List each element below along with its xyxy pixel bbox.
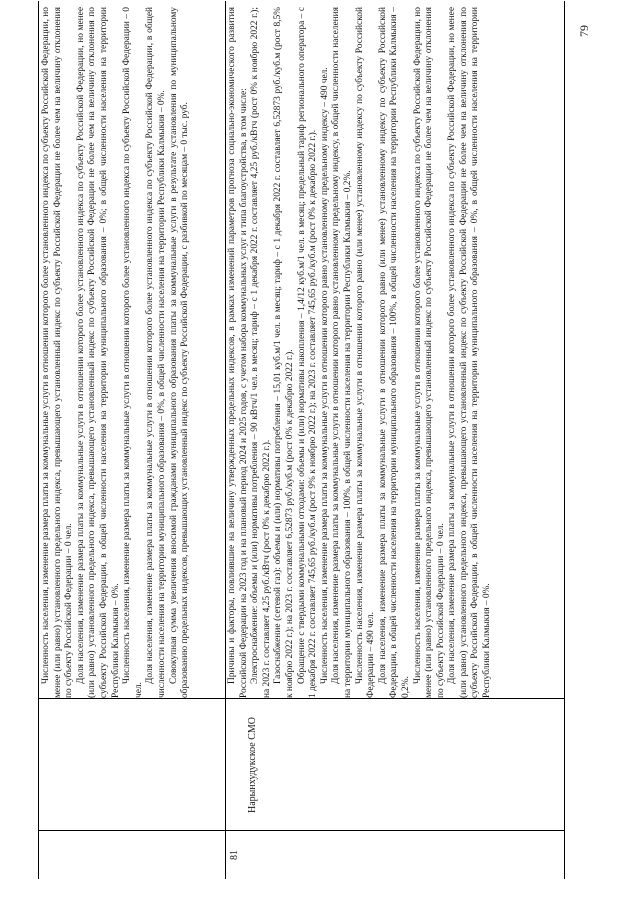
paragraph: Доля населения, изменение размера платы за коммунальные услуги в отношении которого более установленного индекса по субъекту Российской Федерации, в общей численности населения на территории муниципального образования – 0%, в общей численности населения на территории Республики Калмыкия – 0%.: [145, 7, 167, 698]
row-number: 81: [229, 850, 240, 860]
paragraph: Численность населения, изменение размера платы за коммунальные услуги в отношении которого более установленного индекса по субъекту Российской Федерации – 0 чел.: [122, 7, 144, 698]
column-divider: [39, 698, 225, 699]
paragraph: Доля населения, изменение размера платы за коммунальные услуги в отношении которого равно (или менее) установленному индексу по субъекту Российской Федерации, в общей численности населения на территории муниципального образования – 100%, в общей численности населения на территории Республики Калмыкия – 0,2%.: [377, 7, 411, 698]
paragraph: Численность населения, изменение размера платы за коммунальные услуги в отношении которого равно установленному предельному индексу – 490 чел.: [319, 67, 330, 684]
municipality-cell: [225, 700, 564, 830]
paragraph: Причины и факторы, повлиявшие на величину утвержденных предельных индексов, в рамках изменений параметров прогноза социально-экономического развития Российской Федерации на 2023 год и на плановый период 2024 и 2025 годов, с учетом набора коммунальных услуг и типа благоустройства, в том числе:: [227, 7, 249, 698]
row-number-cell: [39, 831, 225, 879]
paragraph: Доля населения, изменение размера платы за коммунальные услуги в отношении которого более установленного индекса по субъекту Российской Федерации, но менее (или равно) установленного предельного индекса, превышающего установленный индекс по субъекту Российской Федерации не более чем на величину отклонения по субъекту Российской Федерации, в общей численности населения на территории муниципального образования – 0%; в общей численности населения на территории Республики Калмыкия – 0%.: [75, 7, 121, 698]
table: [38, 1, 564, 879]
page-number: 79: [577, 25, 591, 37]
paragraph: Обращение с твердыми коммунальными отходами: объемы и (или) нормативы накопления – 1,4/12 куб.м/1 чел. в месяц; предельный тариф регионального оператора – с 1 декабря 2022 г. составляет 745,65 руб./куб.м (рост 9% к ноябрю 2022 г.); на 2023 г. составляет 745,65 руб./куб.м (рост 0% к декабрю 2022 г.).: [296, 7, 319, 698]
column-divider: [225, 698, 564, 699]
paragraph: Численность населения, изменение размера платы за коммунальные услуги в отношении которого более установленного индекса по субъекту Российской Федерации, но менее (или равно) установленного предельного индекса, превышающего установленный индекс по субъекту Российской Федерации не более чем на величину отклонения по субъекту Российской Федерации – 0 чел.: [412, 7, 446, 698]
table-row: [225, 1, 565, 879]
description-cell: [227, 7, 562, 698]
municipality-name: Нарынхудукское СМО: [247, 716, 258, 814]
table-row: [39, 1, 226, 879]
municipality-cell: [39, 700, 225, 830]
paragraph: Численность населения, изменение размера платы за коммунальные услуги в отношении которого более установленного индекса по субъекту Российской Федерации, но менее (или равно) установленного предельного индекса, превышающего установленный индекс по субъекту Российской Федерации не более чем на величину отклонения по субъекту Российской Федерации – 0 чел.: [41, 7, 75, 698]
paragraph: Электроснабжение: объемы и (или) нормативы потребления – 90 кВтч/1 чел. в месяц; тариф – с 1 декабря 2022 г. составляет 4,25 руб./кВтч (рост 0% к ноябрю 2022 г.); на 2023 г. составляет 4,25 руб./кВтч (рост 0% к декабрю 2022 г.).: [250, 7, 272, 698]
paragraph: Газоснабжение (сетевой газ): объемы и (или) нормативы потребления – 15,01 куб.м/1 чел. в месяц; тариф – с 1 декабря 2022 г. составляет 6,52873 руб./куб.м (рост 8,5% к ноябрю 2022 г.); на 2023 г. составляет 6,52873 руб./куб.м (рост 0% к декабрю 2022 г.).: [273, 7, 295, 698]
paragraph: Совокупная сумма увеличения вносимой гражданами муниципального образования платы за коммунальные услуги в результате установления по муниципальному образованию предельных индексов, превышающих установленный индекс по субъекту Российской Федерации, с разбивкой по месяцам – 0 тыс. руб.: [168, 7, 191, 698]
paragraph: Доля населения, изменение размера платы за коммунальные услуги в отношении которого равно установленному предельному индексу, в общей численности населения на территории муниципального образования – 100%, в общей численности населения на территории Республики Калмыкия – 0,2%.: [331, 7, 353, 698]
description-cell: [41, 7, 223, 698]
row-number-cell: [225, 831, 564, 879]
paragraph: Численность населения, изменение размера платы за коммунальные услуги в отношении которого равно (или менее) установленному индексу по субъекту Российской Федерации – 490 чел.: [354, 7, 377, 698]
paragraph: Доля населения, изменение размера платы за коммунальные услуги в отношении которого более установленного индекса по субъекту Российской Федерации, но менее (или равно) установленного предельного индекса, превышающего установленный индекс по субъекту Российской Федерации не более чем на величину отклонения по субъекту Российской Федерации, в общей численности населения на территории муниципального образования – 0%, в общей численности населения на территории Республики Калмыкия – 0%.: [447, 7, 493, 698]
